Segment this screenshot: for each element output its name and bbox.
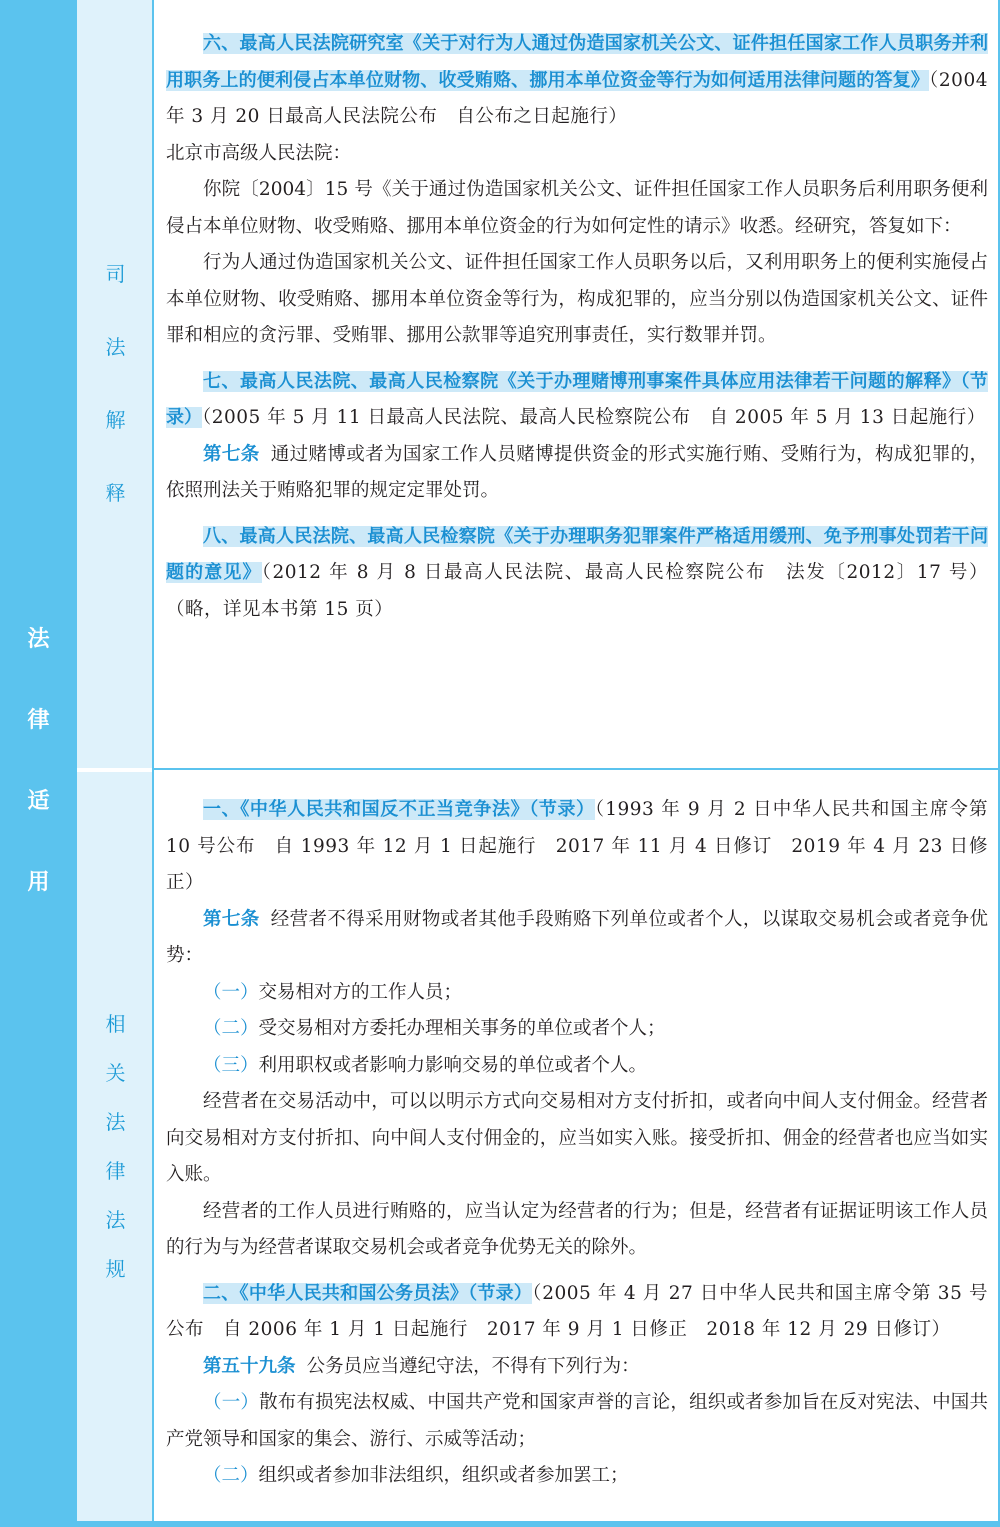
subcategory-related-laws (77, 772, 154, 1521)
item-7-heading (166, 364, 988, 437)
law-1-title: 一、《中华人民共和国反不正当竞争法》（节录） (203, 799, 595, 820)
item-8-meta: （2012 年 8 月 8 日最高人民法院、最高人民检察院公布 法发〔2012〕17 号）（略，详见本书第 15 页） (166, 562, 989, 620)
enum-number: （二） (203, 1465, 259, 1486)
article-text: 经营者不得采用财物或者其他手段贿赂下列单位或者个人，以谋取交易机会或者竞争优势： (166, 908, 988, 966)
item-7-meta: （2005 年 5 月 11 日最高人民法院、最高人民检察院公布 自 2005 年 5 月 13 日起施行） (202, 407, 986, 428)
enum-item (166, 1011, 988, 1048)
enum-text: 交易相对方的工作人员； (258, 981, 463, 1003)
enum-number: （三） (203, 1054, 259, 1076)
judicial-interpretation-content (166, 26, 988, 628)
item-6-meta: （2004 年 3 月 20 日最高人民法院公布 自公布之日起施行） (166, 69, 988, 127)
enum-text: 组织或者参加非法组织，组织或者参加罢工； (258, 1465, 629, 1486)
item-8-heading (166, 519, 988, 629)
enum-number: （二） (203, 1018, 259, 1039)
enum-item (166, 1458, 988, 1495)
item-8-title: 八、最高人民法院、最高人民检察院《关于办理职务犯罪案件严格适用缓刑、免予刑事处罚若干问题的意见》 (166, 525, 988, 583)
section-divider (154, 768, 1000, 770)
item-7-title: 七、最高人民法院、最高人民检察院《关于办理赌博刑事案件具体应用法律若干问题的解释》（节录） (166, 370, 988, 428)
law-1-paragraph-2: 经营者的工作人员进行贿赂的，应当认定为经营者的行为；但是，经营者有证据证明该工作人员的行为与为经营者谋取交易机会或者竞争优势无关的除外。 (166, 1200, 988, 1258)
law-2-article (166, 1349, 988, 1386)
item-6-heading (166, 26, 988, 136)
law-1-meta: （1993 年 9 月 2 日中华人民共和国主席令第 10 号公布 自 1993 年 12 月 1 日起施行 2017 年 11 月 4 日修订 2019 年 4 月 23 日修正） (166, 799, 989, 893)
enum-number: （一） (203, 981, 259, 1003)
law-1-heading (166, 792, 988, 902)
subcategory-label-2: 相 关 法 律 法 规 (105, 1011, 126, 1281)
enum-text: 利用职权或者影响力影响交易的单位或者个人。 (258, 1054, 648, 1076)
article-text: 通过赌博或者为国家工作人员赌博提供资金的形式实施行贿、受贿行为，构成犯罪的，依照刑法关于贿赂犯罪的规定定罪处罚。 (166, 443, 988, 501)
article-label: 第七条 (203, 908, 260, 930)
bottom-border (0, 1521, 1000, 1527)
article-text: 公务员应当遵纪守法，不得有下列行为： (306, 1355, 640, 1377)
enum-item (166, 1385, 988, 1458)
outer-category-column (0, 0, 77, 1521)
item-6-paragraph-1: 你院〔2004〕15 号《关于通过伪造国家机关公文、证件担任国家工作人员职务后利用职务便利侵占本单位财物、收受贿赂、挪用本单位资金的行为如何定性的请示》收悉。经研究，答复如下： (166, 179, 988, 237)
enum-item (166, 1048, 988, 1085)
related-laws-content (166, 792, 988, 1495)
item-7-article (166, 437, 988, 510)
law-2-title: 二、《中华人民共和国公务员法》（节录） (203, 1282, 533, 1304)
enum-text: 散布有损宪法权威、中国共产党和国家声誉的言论，组织或者参加旨在反对宪法、中国共产党领导和国家的集会、游行、示威等活动； (166, 1392, 988, 1450)
law-2-heading (166, 1276, 988, 1349)
law-2-meta: （2005 年 4 月 27 日中华人民共和国主席令第 35 号公布 自 2006 年 1 月 1 日起施行 2017 年 9 月 1 日修正 2018 年 12 月 29 日修订） (166, 1282, 988, 1340)
enum-number: （一） (203, 1392, 260, 1413)
item-6-paragraph-2: 行为人通过伪造国家机关公文、证件担任国家工作人员职务以后，又利用职务上的便利实施侵占本单位财物、收受贿赂、挪用本单位资金等行为，构成犯罪的，应当分别以伪造国家机关公文、证件罪和相应的贪污罪、受贿罪、挪用公款罪等追究刑事责任，实行数罪并罚。 (166, 252, 988, 346)
article-label: 第七条 (203, 443, 260, 465)
item-6-addressee: 北京市高级人民法院： (166, 142, 352, 164)
column-divider (152, 0, 154, 1521)
article-label: 第五十九条 (203, 1355, 296, 1377)
enum-text: 受交易相对方委托办理相关事务的单位或者个人； (258, 1018, 666, 1039)
law-1-paragraph-1: 经营者在交易活动中，可以以明示方式向交易相对方支付折扣，或者向中间人支付佣金。经营者向交易相对方支付折扣、向中间人支付佣金的，应当如实入账。接受折扣、佣金的经营者也应当如实入账。 (166, 1091, 988, 1185)
enum-item (166, 975, 988, 1012)
outer-category-label: 法 律 适 用 (27, 626, 50, 895)
subcategory-label-1: 司 法 解 释 (105, 262, 126, 505)
law-1-article (166, 902, 988, 975)
item-6-title: 六、最高人民法院研究室《关于对行为人通过伪造国家机关公文、证件担任国家工作人员职务并利用职务上的便利侵占本单位财物、收受贿赂、挪用本单位资金等行为如何适用法律问题的答复》 (166, 33, 988, 91)
subcategory-judicial-interpretation (77, 0, 154, 768)
